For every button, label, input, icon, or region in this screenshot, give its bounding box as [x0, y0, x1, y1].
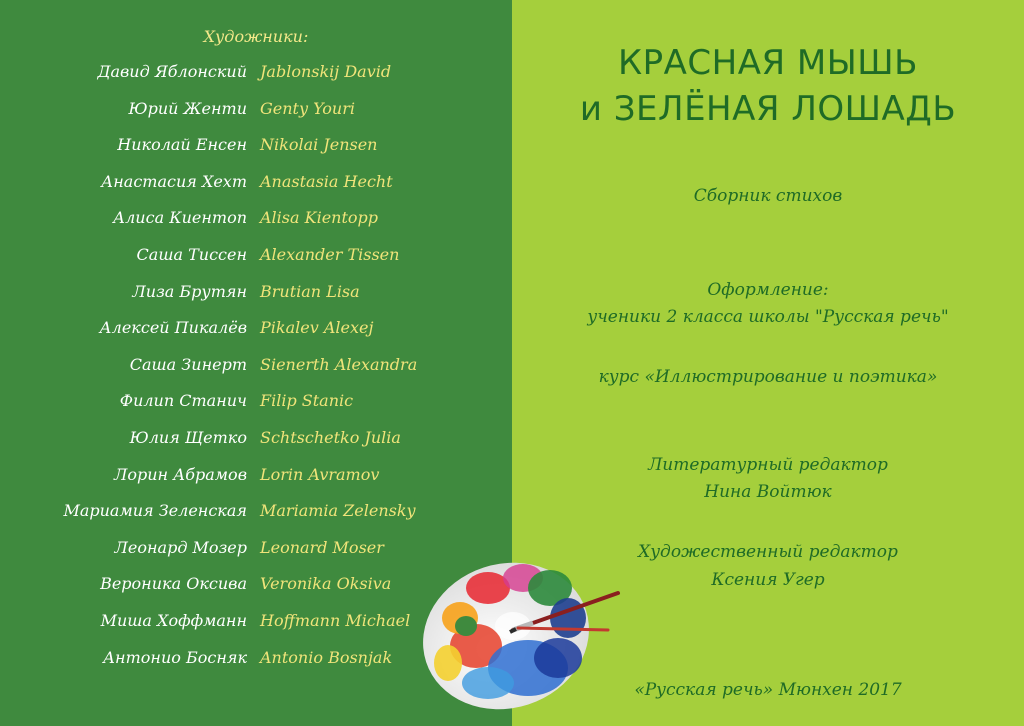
artist-name-latin: Veronika Oksiva: [260, 574, 392, 594]
artist-name-latin: Hoffmann Michael: [260, 611, 411, 630]
literary-editor-label: Литературный редактор: [648, 455, 888, 475]
artist-name-russian: Юрий Женти: [128, 98, 247, 118]
artist-name-russian: Саша Тиссен: [136, 245, 247, 264]
artist-name-latin: Sienerth Alexandra: [260, 354, 418, 374]
artist-name-latin: Antonio Bosnjak: [260, 647, 393, 667]
literary-editor-name: Нина Войтюк: [704, 482, 832, 502]
artist-row: [0, 391, 512, 415]
artist-name-latin: Anastasia Hecht: [260, 171, 393, 191]
artist-name-russian: Вероника Оксива: [100, 574, 247, 594]
artist-name-latin: Brutian Lisa: [260, 281, 360, 301]
artist-row: [0, 501, 512, 525]
artist-name-russian: Миша Хоффманн: [100, 611, 247, 630]
paint-palette-icon: [418, 548, 628, 716]
art-editor-label: Художественный редактор: [638, 542, 898, 562]
book-title: [512, 40, 1024, 132]
subtitle: Сборник стихов: [693, 186, 843, 206]
artist-name-russian: Леонард Мозер: [114, 537, 247, 557]
artist-row: [0, 99, 512, 123]
artist-name-latin: Alexander Tissen: [260, 245, 400, 264]
artist-row: [0, 135, 512, 159]
artist-row: [0, 465, 512, 489]
artist-row: [0, 245, 512, 269]
artist-row: [0, 172, 512, 196]
artist-name-russian: Лорин Абрамов: [113, 464, 247, 484]
artist-name-russian: Мариамия Зеленская: [63, 501, 247, 521]
artist-name-russian: Юлия Щетко: [129, 428, 247, 447]
artist-name-latin: Mariamia Zelensky: [260, 501, 416, 521]
artist-row: [0, 355, 512, 379]
artist-name-latin: Jablonskij David: [260, 62, 392, 81]
artist-name-russian: Анастасия Хехт: [101, 171, 247, 191]
design-text: ученики 2 класса школы "Русская речь": [587, 307, 949, 327]
title-line-1: КРАСНАЯ МЫШЬ: [618, 43, 918, 83]
artist-row: [0, 62, 512, 86]
artists-heading: Художники:: [203, 27, 309, 46]
artist-row: [0, 208, 512, 232]
artist-name-russian: Антонио Босняк: [102, 647, 247, 667]
title-line-2: и ЗЕЛЁНАЯ ЛОШАДЬ: [579, 89, 957, 129]
artist-name-latin: Genty Youri: [260, 98, 355, 118]
artist-name-russian: Филип Станич: [119, 391, 247, 411]
artist-name-latin: Alisa Kientopp: [260, 208, 379, 228]
artist-name-latin: Schtschetko Julia: [260, 428, 401, 447]
art-editor-name: Ксения Угер: [711, 570, 825, 590]
artist-name-russian: Саша Зинерт: [129, 354, 247, 374]
course-text: курс «Иллюстрирование и поэтика»: [598, 367, 938, 387]
artist-name-russian: Лиза Брутян: [132, 281, 247, 301]
artist-name-latin: Lorin Avramov: [260, 464, 380, 484]
artist-name-russian: Николай Енсен: [117, 135, 247, 155]
artist-name-latin: Pikalev Alexej: [260, 318, 374, 338]
artist-row: [0, 318, 512, 342]
artist-name-russian: Алексей Пикалёв: [99, 318, 247, 338]
artist-row: [0, 282, 512, 306]
artist-row: [0, 428, 512, 452]
artist-name-russian: Давид Яблонский: [97, 62, 247, 81]
artist-name-latin: Filip Stanic: [260, 391, 354, 411]
artist-name-russian: Алиса Киентоп: [113, 208, 247, 228]
artist-name-latin: Nikolai Jensen: [260, 135, 378, 155]
imprint: «Русская речь» Мюнхен 2017: [634, 680, 902, 700]
design-label: Оформление:: [707, 280, 829, 300]
artist-name-latin: Leonard Moser: [260, 537, 384, 557]
